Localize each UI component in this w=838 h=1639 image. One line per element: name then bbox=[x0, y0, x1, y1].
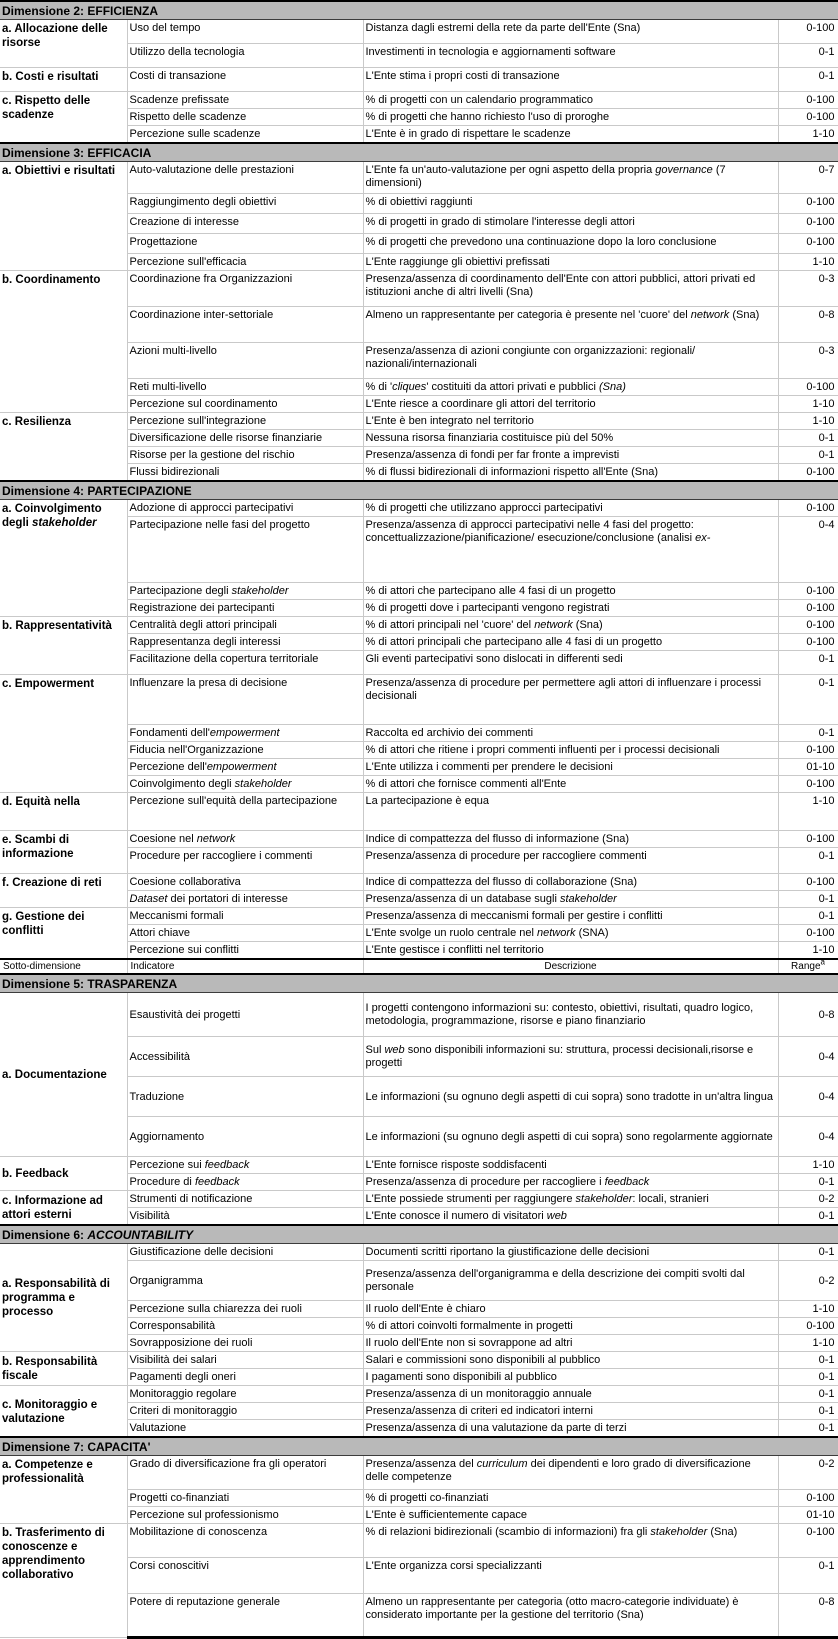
description-cell: Presenza/assenza del curriculum dei dipendenti e loro grado di diversificazione delle competenze bbox=[363, 1456, 778, 1490]
indicator-cell: Costi di transazione bbox=[127, 68, 363, 92]
dimension-title: Dimensione 2: EFFICIENZA bbox=[0, 1, 838, 20]
description-cell: % di attori che ritiene i propri commenti influenti per i processi decisionali bbox=[363, 742, 778, 759]
range-cell: 0-7 bbox=[778, 162, 838, 194]
description-cell: Presenza/assenza di coordinamento dell'Ente con attori pubblici, attori privati ed istituzioni anche di altri livelli (Sna) bbox=[363, 271, 778, 307]
description-cell: % di progetti che utilizzano approcci partecipativi bbox=[363, 500, 778, 517]
table-row bbox=[0, 993, 838, 1037]
range-cell: 0-1 bbox=[778, 848, 838, 874]
description-cell: Presenza/assenza di procedure per raccogliere i feedback bbox=[363, 1174, 778, 1191]
description-cell: Almeno un rappresentante per categoria (otto macro-categorie individuate) è considerato importante per la gestione del territorio (Sna) bbox=[363, 1594, 778, 1638]
range-cell: 0-1 bbox=[778, 447, 838, 464]
range-cell: 0-1 bbox=[778, 1208, 838, 1226]
indicator-cell: Percezione sui feedback bbox=[127, 1157, 363, 1174]
range-cell: 01-10 bbox=[778, 759, 838, 776]
indicator-cell: Mobilitazione di conoscenza bbox=[127, 1524, 363, 1558]
indicator-cell: Auto-valutazione delle prestazioni bbox=[127, 162, 363, 194]
range-cell: 0-1 bbox=[778, 1352, 838, 1369]
description-cell: L'Ente utilizza i commenti per prendere le decisioni bbox=[363, 759, 778, 776]
range-cell: 0-100 bbox=[778, 20, 838, 44]
description-cell: % di 'cliques' costituiti da attori privati e pubblici (Sna) bbox=[363, 379, 778, 396]
indicator-cell: Scadenze prefissate bbox=[127, 92, 363, 109]
dimension-header-row bbox=[0, 1437, 838, 1456]
range-cell: 0-1 bbox=[778, 1244, 838, 1261]
description-cell: Almeno un rappresentante per categoria è presente nel 'cuore' del network (Sna) bbox=[363, 307, 778, 343]
indicator-cell: Progetti co-finanziati bbox=[127, 1490, 363, 1507]
dimension-title: Dimensione 6: ACCOUNTABILITY bbox=[0, 1225, 838, 1244]
range-cell: 0-100 bbox=[778, 617, 838, 634]
table-row bbox=[0, 874, 838, 891]
dimension-header-row bbox=[0, 1225, 838, 1244]
description-cell: Presenza/assenza di un database sugli stakeholder bbox=[363, 891, 778, 908]
indicator-cell: Progettazione bbox=[127, 234, 363, 254]
indicator-cell: Aggiornamento bbox=[127, 1117, 363, 1157]
range-cell: 0-2 bbox=[778, 1191, 838, 1208]
description-cell: % di progetti in grado di stimolare l'interesse degli attori bbox=[363, 214, 778, 234]
range-cell: 0-100 bbox=[778, 379, 838, 396]
description-cell: Presenza/assenza di procedure per permettere agli attori di influenzare i processi decisionali bbox=[363, 675, 778, 725]
description-cell: Salari e commissioni sono disponibili al pubblico bbox=[363, 1352, 778, 1369]
table-row bbox=[0, 793, 838, 831]
indicator-cell: Flussi bidirezionali bbox=[127, 464, 363, 482]
table-row bbox=[0, 831, 838, 848]
range-cell: 1-10 bbox=[778, 1301, 838, 1318]
description-cell: Indice di compattezza del flusso di informazione (Sna) bbox=[363, 831, 778, 848]
dimension-title: Dimensione 3: EFFICACIA bbox=[0, 143, 838, 162]
table-row bbox=[0, 1386, 838, 1403]
description-cell: I pagamenti sono disponibili al pubblico bbox=[363, 1369, 778, 1386]
description-cell: Presenza/assenza di una valutazione da parte di terzi bbox=[363, 1420, 778, 1438]
description-cell: % di attori che fornisce commenti all'Ente bbox=[363, 776, 778, 793]
description-cell: Indice di compattezza del flusso di collaborazione (Sna) bbox=[363, 874, 778, 891]
indicator-cell: Monitoraggio regolare bbox=[127, 1386, 363, 1403]
description-cell: Presenza/assenza di fondi per far fronte a imprevisti bbox=[363, 447, 778, 464]
range-header-footnote-mark: a bbox=[820, 959, 825, 967]
indicator-cell: Registrazione dei partecipanti bbox=[127, 600, 363, 617]
range-cell: 0-4 bbox=[778, 1037, 838, 1077]
description-cell: % di flussi bidirezionali di informazioni rispetto all'Ente (Sna) bbox=[363, 464, 778, 482]
indicator-cell: Influenzare la presa di decisione bbox=[127, 675, 363, 725]
range-cell: 0-1 bbox=[778, 675, 838, 725]
subdimension-cell: c. Informazione ad attori esterni bbox=[0, 1191, 127, 1226]
range-header-label: Range bbox=[791, 961, 821, 972]
range-cell: 0-3 bbox=[778, 343, 838, 379]
description-cell: % di progetti che hanno richiesto l'uso di proroghe bbox=[363, 109, 778, 126]
range-cell: 0-100 bbox=[778, 1490, 838, 1507]
range-cell: 0-2 bbox=[778, 1261, 838, 1301]
indicator-cell: Risorse per la gestione del rischio bbox=[127, 447, 363, 464]
range-cell: 0-1 bbox=[778, 44, 838, 68]
indicator-cell: Meccanismi formali bbox=[127, 908, 363, 925]
range-cell: 1-10 bbox=[778, 413, 838, 430]
indicator-cell: Rappresentanza degli interessi bbox=[127, 634, 363, 651]
indicator-cell: Strumenti di notificazione bbox=[127, 1191, 363, 1208]
description-cell: L'Ente gestisce i conflitti nel territorio bbox=[363, 942, 778, 960]
description-cell: L'Ente raggiunge gli obiettivi prefissati bbox=[363, 254, 778, 271]
description-cell: L'Ente è in grado di rispettare le scadenze bbox=[363, 126, 778, 144]
range-cell: 0-4 bbox=[778, 1117, 838, 1157]
description-cell: L'Ente organizza corsi specializzanti bbox=[363, 1558, 778, 1594]
description-cell: Nessuna risorsa finanziaria costituisce più del 50% bbox=[363, 430, 778, 447]
description-cell: Presenza/assenza di azioni congiunte con organizzazioni: regionali/ nazionali/internazionali bbox=[363, 343, 778, 379]
table-row bbox=[0, 675, 838, 725]
indicator-cell: Partecipazione nelle fasi del progetto bbox=[127, 517, 363, 583]
range-cell: 0-8 bbox=[778, 1594, 838, 1638]
range-cell: 0-3 bbox=[778, 271, 838, 307]
range-cell: 0-1 bbox=[778, 1386, 838, 1403]
subdimension-cell: a. Documentazione bbox=[0, 993, 127, 1157]
range-cell: 1-10 bbox=[778, 1335, 838, 1352]
range-cell: 0-100 bbox=[778, 831, 838, 848]
range-cell: 0-100 bbox=[778, 583, 838, 600]
description-cell: % di progetti che prevedono una continuazione dopo la loro conclusione bbox=[363, 234, 778, 254]
indicator-cell: Valutazione bbox=[127, 1420, 363, 1438]
range-cell: 0-100 bbox=[778, 109, 838, 126]
dimension-header-row bbox=[0, 143, 838, 162]
indicator-cell: Coordinazione inter-settoriale bbox=[127, 307, 363, 343]
table-row bbox=[0, 68, 838, 92]
table-row bbox=[0, 500, 838, 517]
range-cell: 1-10 bbox=[778, 1157, 838, 1174]
description-cell: L'Ente conosce il numero di visitatori web bbox=[363, 1208, 778, 1226]
range-cell: 0-100 bbox=[778, 634, 838, 651]
indicator-cell: Coordinazione fra Organizzazioni bbox=[127, 271, 363, 307]
table-row bbox=[0, 413, 838, 430]
description-cell: L'Ente è ben integrato nel territorio bbox=[363, 413, 778, 430]
range-cell: 0-4 bbox=[778, 1077, 838, 1117]
range-cell: 0-100 bbox=[778, 742, 838, 759]
indicator-cell: Raggiungimento degli obiettivi bbox=[127, 194, 363, 214]
indicator-cell: Criteri di monitoraggio bbox=[127, 1403, 363, 1420]
indicator-cell: Utilizzo della tecnologia bbox=[127, 44, 363, 68]
range-cell: 0-1 bbox=[778, 1403, 838, 1420]
table-row bbox=[0, 20, 838, 44]
description-cell: L'Ente fornisce risposte soddisfacenti bbox=[363, 1157, 778, 1174]
description-cell: Presenza/assenza dell'organigramma e della descrizione dei compiti svolti dal personale bbox=[363, 1261, 778, 1301]
indicator-cell: Percezione sull'equità della partecipazione bbox=[127, 793, 363, 831]
range-cell: 0-4 bbox=[778, 517, 838, 583]
range-cell: 0-1 bbox=[778, 430, 838, 447]
subdimension-cell: c. Rispetto delle scadenze bbox=[0, 92, 127, 144]
table-row bbox=[0, 908, 838, 925]
dimension-header-row bbox=[0, 481, 838, 500]
description-cell: L'Ente fa un'auto-valutazione per ogni aspetto della propria governance (7 dimensioni) bbox=[363, 162, 778, 194]
range-cell: 0-1 bbox=[778, 1420, 838, 1438]
range-cell: 0-1 bbox=[778, 1174, 838, 1191]
description-cell: Presenza/assenza di procedure per raccogliere commenti bbox=[363, 848, 778, 874]
range-cell: 1-10 bbox=[778, 942, 838, 960]
indicator-cell: Giustificazione delle decisioni bbox=[127, 1244, 363, 1261]
column-header-description: Descrizione bbox=[363, 959, 778, 974]
indicator-cell: Percezione sull'efficacia bbox=[127, 254, 363, 271]
dimension-header-row bbox=[0, 1, 838, 20]
indicator-cell: Diversificazione delle risorse finanziarie bbox=[127, 430, 363, 447]
description-cell: % di attori principali che partecipano alle 4 fasi di un progetto bbox=[363, 634, 778, 651]
indicator-cell: Percezione sul professionismo bbox=[127, 1507, 363, 1524]
range-cell: 0-1 bbox=[778, 1558, 838, 1594]
indicator-cell: Fondamenti dell'empowerment bbox=[127, 725, 363, 742]
column-header-range bbox=[778, 959, 838, 974]
indicator-cell: Centralità degli attori principali bbox=[127, 617, 363, 634]
indicator-cell: Percezione dell'empowerment bbox=[127, 759, 363, 776]
indicator-cell: Rispetto delle scadenze bbox=[127, 109, 363, 126]
range-cell: 1-10 bbox=[778, 793, 838, 831]
indicator-cell: Dataset dei portatori di interesse bbox=[127, 891, 363, 908]
description-cell: Investimenti in tecnologia e aggiornamenti software bbox=[363, 44, 778, 68]
indicator-cell: Traduzione bbox=[127, 1077, 363, 1117]
description-cell: Il ruolo dell'Ente è chiaro bbox=[363, 1301, 778, 1318]
indicator-cell: Visibilità bbox=[127, 1208, 363, 1226]
indicator-cell: Organigramma bbox=[127, 1261, 363, 1301]
table-row bbox=[0, 92, 838, 109]
indicator-cell: Corresponsabilità bbox=[127, 1318, 363, 1335]
subdimension-cell: a. Coinvolgimento degli stakeholder bbox=[0, 500, 127, 617]
table-row bbox=[0, 1352, 838, 1369]
table-row bbox=[0, 617, 838, 634]
range-cell: 0-100 bbox=[778, 776, 838, 793]
description-cell: % di progetti con un calendario programmatico bbox=[363, 92, 778, 109]
range-cell: 0-100 bbox=[778, 194, 838, 214]
indicator-cell: Procedure di feedback bbox=[127, 1174, 363, 1191]
description-cell: % di obiettivi raggiunti bbox=[363, 194, 778, 214]
subdimension-cell: c. Resilienza bbox=[0, 413, 127, 482]
range-cell: 0-1 bbox=[778, 68, 838, 92]
range-cell: 0-100 bbox=[778, 1524, 838, 1558]
subdimension-cell: a. Allocazione delle risorse bbox=[0, 20, 127, 68]
range-cell: 0-100 bbox=[778, 600, 838, 617]
subdimension-cell: g. Gestione dei conflitti bbox=[0, 908, 127, 960]
dimension-title: Dimensione 7: CAPACITA' bbox=[0, 1437, 838, 1456]
indicator-cell: Percezione sull'integrazione bbox=[127, 413, 363, 430]
range-cell: 0-100 bbox=[778, 500, 838, 517]
range-cell: 0-1 bbox=[778, 908, 838, 925]
subdimension-cell: b. Trasferimento di conoscenze e apprendimento collaborativo bbox=[0, 1524, 127, 1638]
indicator-cell: Accessibilità bbox=[127, 1037, 363, 1077]
table-row bbox=[0, 162, 838, 194]
description-cell: Le informazioni (su ognuno degli aspetti di cui sopra) sono regolarmente aggiornate bbox=[363, 1117, 778, 1157]
description-cell: % di progetti dove i partecipanti vengono registrati bbox=[363, 600, 778, 617]
description-cell: % di progetti co-finanziati bbox=[363, 1490, 778, 1507]
indicator-cell: Percezione sulle scadenze bbox=[127, 126, 363, 144]
indicator-cell: Procedure per raccogliere i commenti bbox=[127, 848, 363, 874]
indicator-cell: Azioni multi-livello bbox=[127, 343, 363, 379]
subdimension-cell: e. Scambi di informazione bbox=[0, 831, 127, 874]
range-cell: 0-8 bbox=[778, 993, 838, 1037]
table-row bbox=[0, 1191, 838, 1208]
subdimension-cell: f. Creazione di reti bbox=[0, 874, 127, 908]
indicator-cell: Adozione di approcci partecipativi bbox=[127, 500, 363, 517]
indicator-cell: Creazione di interesse bbox=[127, 214, 363, 234]
range-cell: 0-100 bbox=[778, 464, 838, 482]
dimension-title: Dimensione 4: PARTECIPAZIONE bbox=[0, 481, 838, 500]
subdimension-cell: a. Obiettivi e risultati bbox=[0, 162, 127, 271]
subdimension-cell: a. Competenze e professionalità bbox=[0, 1456, 127, 1524]
description-cell: Le informazioni (su ognuno degli aspetti di cui sopra) sono tradotte in un'altra lingua bbox=[363, 1077, 778, 1117]
description-cell: L'Ente è sufficientemente capace bbox=[363, 1507, 778, 1524]
indicator-cell: Percezione sui conflitti bbox=[127, 942, 363, 960]
description-cell: L'Ente possiede strumenti per raggiungere stakeholder: locali, stranieri bbox=[363, 1191, 778, 1208]
indicator-cell: Percezione sul coordinamento bbox=[127, 396, 363, 413]
description-cell: L'Ente riesce a coordinare gli attori del territorio bbox=[363, 396, 778, 413]
subdimension-cell: b. Responsabilità fiscale bbox=[0, 1352, 127, 1386]
description-cell: Il ruolo dell'Ente non si sovrappone ad altri bbox=[363, 1335, 778, 1352]
indicator-cell: Coesione nel network bbox=[127, 831, 363, 848]
description-cell: Presenza/assenza di un monitoraggio annuale bbox=[363, 1386, 778, 1403]
range-cell: 01-10 bbox=[778, 1507, 838, 1524]
description-cell: Distanza dagli estremi della rete da parte dell'Ente (Sna) bbox=[363, 20, 778, 44]
table-row bbox=[0, 1456, 838, 1490]
column-header-subdimension: Sotto-dimensione bbox=[0, 959, 127, 974]
range-cell: 1-10 bbox=[778, 396, 838, 413]
table-row bbox=[0, 1157, 838, 1174]
dimension-title: Dimensione 5: TRASPARENZA bbox=[0, 974, 838, 993]
description-cell: % di relazioni bidirezionali (scambio di informazioni) fra gli stakeholder (Sna) bbox=[363, 1524, 778, 1558]
indicator-cell: Facilitazione della copertura territoriale bbox=[127, 651, 363, 675]
description-cell: Presenza/assenza di meccanismi formali per gestire i conflitti bbox=[363, 908, 778, 925]
range-cell: 0-100 bbox=[778, 92, 838, 109]
table-row bbox=[0, 271, 838, 307]
range-cell: 0-100 bbox=[778, 214, 838, 234]
indicator-cell: Coinvolgimento degli stakeholder bbox=[127, 776, 363, 793]
indicator-cell: Visibilità dei salari bbox=[127, 1352, 363, 1369]
indicator-cell: Grado di diversificazione fra gli operatori bbox=[127, 1456, 363, 1490]
subdimension-cell: b. Feedback bbox=[0, 1157, 127, 1191]
range-cell: 0-8 bbox=[778, 307, 838, 343]
description-cell: Presenza/assenza di approcci partecipativi nelle 4 fasi del progetto: concettualizzazione/pianificazione/ esecuzione/conclusione (analisi ex- bbox=[363, 517, 778, 583]
subdimension-cell: a. Responsabilità di programma e processo bbox=[0, 1244, 127, 1352]
description-cell: L'Ente svolge un ruolo centrale nel network (SNA) bbox=[363, 925, 778, 942]
description-cell: La partecipazione è equa bbox=[363, 793, 778, 831]
subdimension-cell: d. Equità nella bbox=[0, 793, 127, 831]
range-cell: 0-100 bbox=[778, 925, 838, 942]
range-cell: 1-10 bbox=[778, 254, 838, 271]
description-cell: % di attori coinvolti formalmente in progetti bbox=[363, 1318, 778, 1335]
subdimension-cell: c. Monitoraggio e valutazione bbox=[0, 1386, 127, 1438]
description-cell: L'Ente stima i propri costi di transazione bbox=[363, 68, 778, 92]
indicator-cell: Attori chiave bbox=[127, 925, 363, 942]
indicator-cell: Coesione collaborativa bbox=[127, 874, 363, 891]
description-cell: % di attori che partecipano alle 4 fasi di un progetto bbox=[363, 583, 778, 600]
description-cell: Raccolta ed archivio dei commenti bbox=[363, 725, 778, 742]
subdimension-cell: b. Rappresentatività bbox=[0, 617, 127, 675]
subdimension-cell: c. Empowerment bbox=[0, 675, 127, 793]
range-cell: 0-100 bbox=[778, 874, 838, 891]
table-row bbox=[0, 1244, 838, 1261]
description-cell: Gli eventi partecipativi sono dislocati in differenti sedi bbox=[363, 651, 778, 675]
range-cell: 0-1 bbox=[778, 725, 838, 742]
range-cell: 0-100 bbox=[778, 1318, 838, 1335]
range-cell: 0-1 bbox=[778, 891, 838, 908]
indicator-cell: Uso del tempo bbox=[127, 20, 363, 44]
column-header-indicator: Indicatore bbox=[127, 959, 363, 974]
indicator-cell: Reti multi-livello bbox=[127, 379, 363, 396]
table-row bbox=[0, 1524, 838, 1558]
description-cell: Presenza/assenza di criteri ed indicatori interni bbox=[363, 1403, 778, 1420]
description-cell: Documenti scritti riportano la giustificazione delle decisioni bbox=[363, 1244, 778, 1261]
description-cell: I progetti contengono informazioni su: contesto, obiettivi, risultati, quadro logico, metodologia, programmazione, risorse e piano finanziario bbox=[363, 993, 778, 1037]
range-cell: 0-100 bbox=[778, 234, 838, 254]
subdimension-cell: b. Coordinamento bbox=[0, 271, 127, 413]
dimension-header-row bbox=[0, 974, 838, 993]
range-cell: 0-1 bbox=[778, 1369, 838, 1386]
indicator-cell: Partecipazione degli stakeholder bbox=[127, 583, 363, 600]
range-cell: 1-10 bbox=[778, 126, 838, 144]
range-cell: 0-1 bbox=[778, 651, 838, 675]
description-cell: % di attori principali nel 'cuore' del network (Sna) bbox=[363, 617, 778, 634]
indicator-cell: Fiducia nell'Organizzazione bbox=[127, 742, 363, 759]
description-cell: Sul web sono disponibili informazioni su: struttura, processi decisionali,risorse e progetti bbox=[363, 1037, 778, 1077]
range-cell: 0-2 bbox=[778, 1456, 838, 1490]
indicator-cell: Esaustività dei progetti bbox=[127, 993, 363, 1037]
indicator-cell: Sovrapposizione dei ruoli bbox=[127, 1335, 363, 1352]
indicator-cell: Potere di reputazione generale bbox=[127, 1594, 363, 1638]
column-header-row bbox=[0, 959, 838, 974]
indicator-cell: Corsi conoscitivi bbox=[127, 1558, 363, 1594]
indicator-cell: Percezione sulla chiarezza dei ruoli bbox=[127, 1301, 363, 1318]
indicator-cell: Pagamenti degli oneri bbox=[127, 1369, 363, 1386]
subdimension-cell: b. Costi e risultati bbox=[0, 68, 127, 92]
